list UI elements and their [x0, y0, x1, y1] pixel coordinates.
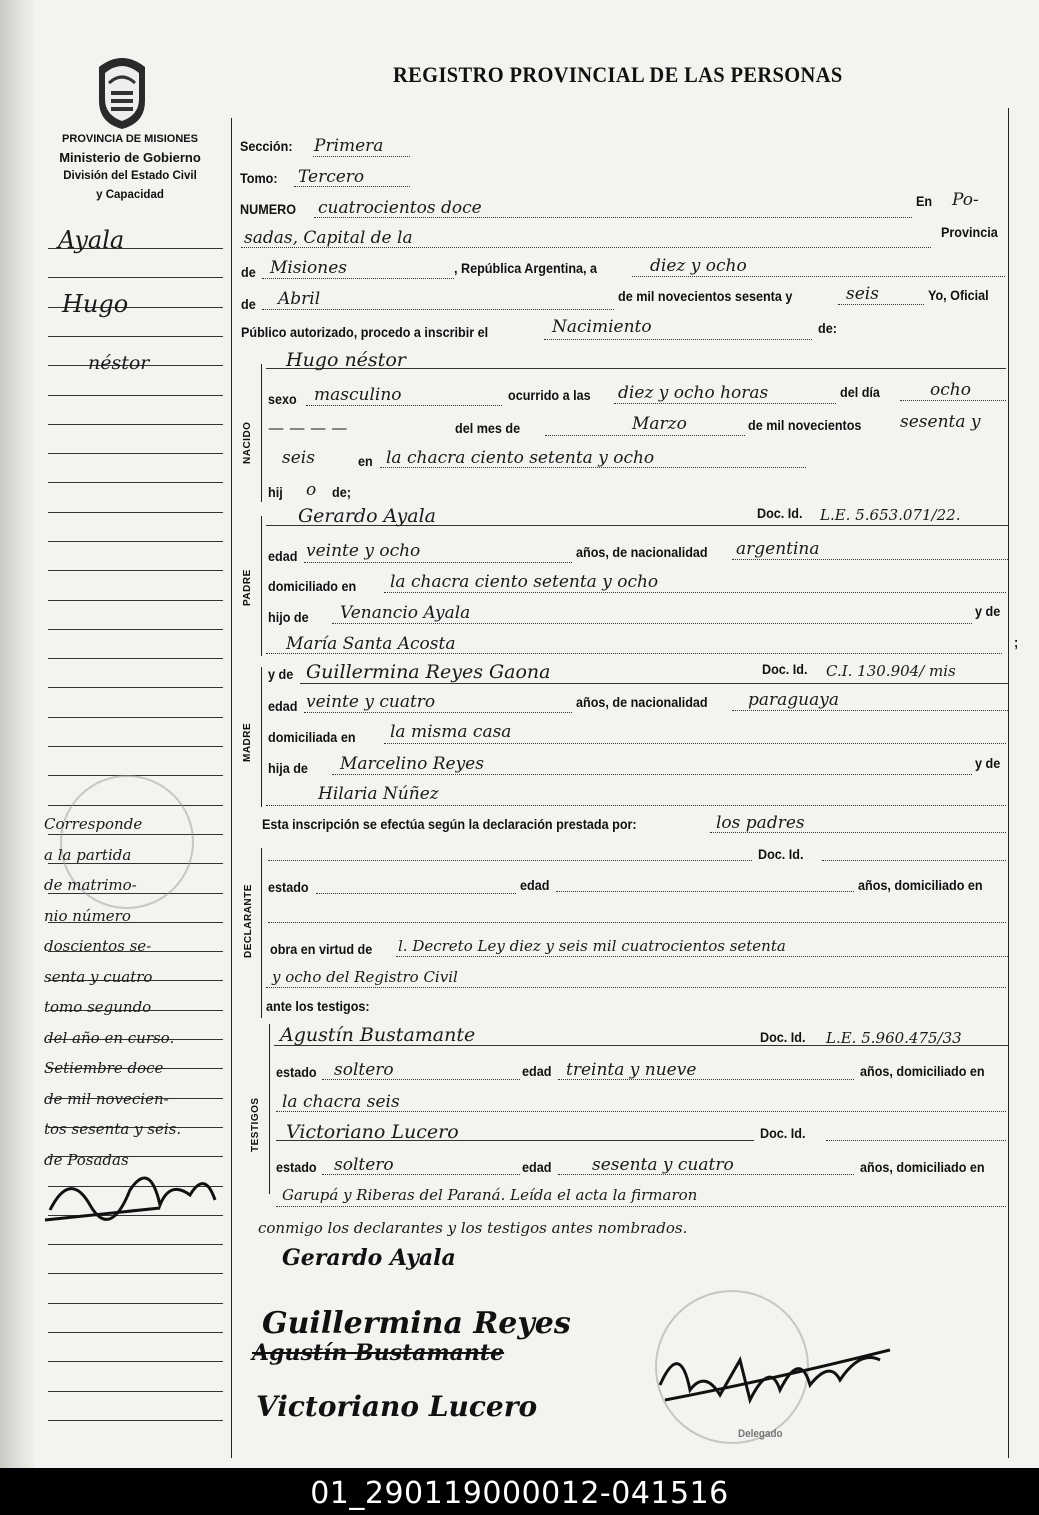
t2-dom-value: Garupá y Riberas del Paraná. Leída el acta la firmaron [282, 1186, 698, 1204]
padre-madre-value: María Santa Acosta [286, 634, 456, 654]
obra-line [396, 956, 1008, 957]
t1-name: Agustín Bustamante [280, 1024, 476, 1046]
t2-doc-line [826, 1140, 1006, 1141]
signature-witness1: Agustín Bustamante [252, 1340, 505, 1366]
t2-edad-value: sesenta y cuatro [592, 1155, 734, 1175]
stamp-delegado: Delegado [738, 1428, 783, 1440]
t2-dom-value2: conmigo los declarantes y los testigos antes nombrados. [258, 1219, 688, 1237]
hora-line [614, 403, 836, 404]
madre-doc-value: C.I. 130.904/ mis [826, 662, 956, 680]
madre-name: Guillermina Reyes Gaona [306, 661, 551, 683]
padre-hijo-line [332, 623, 972, 624]
declaracion-label: Esta inscripción se efectúa según la declaración prestada por: [262, 816, 637, 832]
signature-mother: Guillermina Reyes [262, 1306, 571, 1341]
blank-value: — — — — [268, 418, 348, 437]
tomo-label: Tomo: [240, 170, 278, 186]
margin-note-line: del año en curso. [44, 1028, 175, 1047]
nac-place-value: la chacra ciento setenta y ocho [386, 448, 655, 468]
padre-edad-label: edad [268, 548, 298, 564]
padre-nac-value: argentina [736, 539, 820, 559]
margin-rule [48, 424, 223, 425]
margin-signature [40, 1150, 240, 1230]
form-left-border [231, 118, 232, 1458]
margin-note-line: de mil novecien- [44, 1089, 169, 1108]
margin-rule [48, 570, 223, 571]
obra-label: obra en virtud de [270, 941, 373, 957]
margin-surname: Ayala [58, 226, 125, 254]
mes-line [545, 435, 745, 436]
margin-rule [48, 1273, 223, 1274]
declarante-edad-label: edad [520, 877, 550, 893]
month-value: Abril [278, 289, 321, 309]
del-dia-label: del día [840, 384, 880, 400]
org-ministry: Ministerio de Gobierno [59, 150, 201, 165]
madre-rule [261, 667, 262, 807]
de-line [262, 278, 454, 279]
madre-name-line [300, 683, 1008, 684]
tomo-value: Tercero [298, 167, 365, 187]
de-value: Misiones [270, 258, 347, 278]
act-value: Nacimiento [552, 317, 652, 337]
t2-dom-line [276, 1206, 1006, 1207]
margin-rule [48, 600, 223, 601]
padre-edad-line [304, 562, 572, 563]
en-label: En [916, 193, 933, 209]
year-line [838, 304, 924, 305]
padre-hijo-value: Venancio Ayala [340, 603, 471, 623]
nac-mil-label: de mil novecientos [748, 417, 862, 433]
margin-rule [48, 1303, 223, 1304]
nac-year-value: sesenta y [900, 412, 981, 432]
page-title: REGISTRO PROVINCIAL DE LAS PERSONAS [393, 62, 843, 87]
sexo-line [306, 405, 502, 406]
margin-rule [48, 1244, 223, 1245]
form-right-border [1008, 108, 1009, 1458]
t1-estado-value: soltero [334, 1060, 394, 1080]
padre-yde-label: y de [975, 603, 1001, 619]
madre-nac-line [732, 710, 1008, 711]
margin-note-line: de matrimo- [44, 876, 137, 894]
margin-rule [48, 1361, 223, 1362]
padre-doc-label: Doc. Id. [757, 505, 803, 521]
testigos-rule [269, 1024, 270, 1194]
t2-estado-value: soltero [334, 1155, 394, 1175]
declarante-doc-line [822, 860, 1006, 861]
obra-value2: y ocho del Registro Civil [272, 968, 458, 986]
mes-label: del mes de [455, 420, 521, 436]
declarante-anios-label: años, domiciliado en [858, 877, 983, 893]
madre-hija-value: Marcelino Reyes [340, 754, 484, 774]
declarante-edad-line [556, 891, 854, 892]
mil-label: de mil novecientos sesenta y [618, 288, 793, 304]
dia-line [900, 400, 1006, 401]
margin-note-line: de Posadas [44, 1150, 129, 1169]
padre-nac-label: años, de nacionalidad [576, 544, 708, 560]
de2-label: de [241, 296, 256, 312]
signature-father: Gerardo Ayala [282, 1245, 456, 1271]
republica-label: , República Argentina, a [454, 260, 598, 276]
padre-hijo-label: hijo de [268, 609, 309, 625]
t2-doc-label: Doc. Id. [760, 1125, 806, 1141]
margin-note-line: Corresponde [44, 815, 143, 833]
margin-rule [48, 687, 223, 688]
seccion-line [313, 156, 410, 157]
provincia-label: Provincia [941, 224, 998, 240]
org-capacity: y Capacidad [96, 189, 164, 201]
madre-doc-label: Doc. Id. [762, 661, 808, 677]
nac-year-value2: seis [282, 448, 315, 468]
place-value: sadas, Capital de la [244, 228, 413, 248]
margin-rule [48, 541, 223, 542]
declarante-estado-label: estado [268, 879, 309, 895]
margin-note-line: senta y cuatro [44, 967, 153, 986]
padre-dom-value: la chacra ciento setenta y ocho [390, 572, 659, 592]
madre-edad-value: veinte y cuatro [306, 692, 436, 712]
seccion-value: Primera [314, 136, 384, 156]
nac-en-label: en [358, 453, 373, 469]
padre-edad-value: veinte y ocho [306, 541, 421, 561]
ocurrido-label: ocurrido a las [508, 387, 591, 403]
t2-estado-label: estado [276, 1159, 317, 1175]
madre-edad-line [304, 712, 572, 713]
margin-rule [48, 658, 223, 659]
margin-note-line: nio número [44, 906, 131, 925]
act-line [544, 339, 812, 340]
madre-dom-line [384, 743, 1006, 744]
declarante-rule [261, 848, 262, 1018]
year-value: seis [846, 284, 879, 304]
org-province: PROVINCIA DE MISIONES [62, 133, 198, 145]
province-crest-icon [93, 53, 151, 131]
margin-note-line: doscientos se- [44, 937, 152, 955]
padre-dom-line [384, 592, 1006, 593]
t2-name: Victoriano Lucero [286, 1121, 459, 1143]
en-value: Po- [952, 190, 979, 210]
seccion-label: Sección: [240, 138, 293, 154]
padre-name: Gerardo Ayala [298, 505, 436, 527]
declarante-dom-line [268, 922, 1006, 923]
org-division: División del Estado Civil [63, 170, 197, 182]
oficial-label: Yo, Oficial [928, 287, 989, 303]
numero-label: NUMERO [240, 201, 297, 217]
margin-rule [48, 277, 223, 278]
publico-label: Público autorizado, procedo a inscribir el [241, 324, 489, 340]
obra-line2 [266, 987, 1006, 988]
nacido-rule [261, 364, 262, 502]
margin-rule [48, 1391, 223, 1392]
madre-nac-value: paraguaya [748, 690, 839, 710]
margin-rule [48, 512, 223, 513]
scan-id-footer [0, 1468, 1039, 1515]
margin-rule [48, 453, 223, 454]
madre-edad-label: edad [268, 698, 298, 714]
de3-label: de: [818, 320, 837, 336]
padre-dom-label: domiciliado en [268, 578, 357, 594]
hijo-label: hij [268, 484, 283, 500]
day-value: diez y ocho [650, 256, 747, 276]
declarante-name-line [268, 860, 752, 861]
padre-doc-value: L.E. 5.653.071/22. [820, 506, 961, 524]
hijo-value: o [306, 480, 317, 500]
margin-rule [48, 395, 223, 396]
mes-value: Marzo [632, 414, 687, 434]
margin-rule [48, 336, 223, 337]
official-signature [650, 1330, 910, 1420]
madre-dom-value: la misma casa [390, 722, 512, 742]
margin-name2: néstor [88, 352, 150, 374]
declarante-tab: DECLARANTE [243, 884, 254, 958]
margin-rule [48, 1420, 223, 1421]
padre-nac-line [732, 559, 1008, 560]
madre-hija-label: hija de [268, 760, 308, 776]
t1-anios-label: años, domiciliado en [860, 1063, 985, 1079]
madre-dom-label: domiciliada en [268, 729, 356, 745]
padre-semicolon: ; [1014, 634, 1019, 650]
margin-rule [48, 746, 223, 747]
margin-note-line: Setiembre doce [44, 1059, 164, 1077]
margin-note-line: a la partida [44, 845, 132, 864]
madre-nac-label: años, de nacionalidad [576, 694, 708, 710]
t2-anios-label: años, domiciliado en [860, 1159, 985, 1175]
sexo-label: sexo [268, 391, 297, 407]
de-label: de [241, 264, 256, 280]
madre-madre-value: Hilaria Núñez [318, 784, 439, 804]
numero-value: cuatrocientos doce [318, 198, 482, 218]
madre-tab: MADRE [242, 722, 253, 762]
hora-value: diez y ocho horas [618, 383, 769, 403]
t1-edad-value: treinta y nueve [566, 1060, 697, 1080]
margin-note-line: tomo segundo [44, 998, 152, 1016]
declarante-doc-label: Doc. Id. [758, 846, 804, 862]
t1-doc-label: Doc. Id. [760, 1029, 806, 1045]
t1-doc-value: L.E. 5.960.475/33 [826, 1029, 962, 1047]
margin-name1: Hugo [62, 290, 129, 318]
margin-note-line: tos sesenta y seis. [44, 1120, 182, 1138]
madre-hija-line [332, 774, 972, 775]
margin-rule [48, 1332, 223, 1333]
declarante-estado-line [316, 893, 516, 894]
padre-tab: PADRE [242, 569, 253, 606]
dia-value: ocho [930, 380, 971, 400]
declaracion-value: los padres [716, 813, 805, 833]
t1-dom-value: la chacra seis [282, 1092, 400, 1112]
month-line [262, 309, 614, 310]
nacido-tab: NACIDO [242, 421, 253, 464]
obra-value: l. Decreto Ley diez y seis mil cuatrocientos setenta [398, 937, 786, 955]
madre-yde2-label: y de [975, 755, 1001, 771]
t2-edad-label: edad [522, 1159, 552, 1175]
t1-estado-label: estado [276, 1064, 317, 1080]
margin-rule [48, 717, 223, 718]
madre-yde-label: y de [268, 666, 294, 682]
padre-rule [261, 516, 262, 656]
day-line [632, 276, 1005, 277]
testigos-tab: TESTIGOS [250, 1097, 261, 1152]
sexo-value: masculino [314, 385, 402, 405]
signature-witness2: Victoriano Lucero [256, 1390, 538, 1423]
nacido-name: Hugo néstor [286, 349, 406, 371]
margin-rule [48, 482, 223, 483]
t1-edad-label: edad [522, 1063, 552, 1079]
madre-madre-line [266, 805, 1006, 806]
nac-de-label: de; [332, 484, 351, 500]
testigos-label: ante los testigos: [266, 998, 370, 1014]
margin-rule [48, 629, 223, 630]
scan-id: 01_290119000012-041516 [310, 1476, 729, 1511]
